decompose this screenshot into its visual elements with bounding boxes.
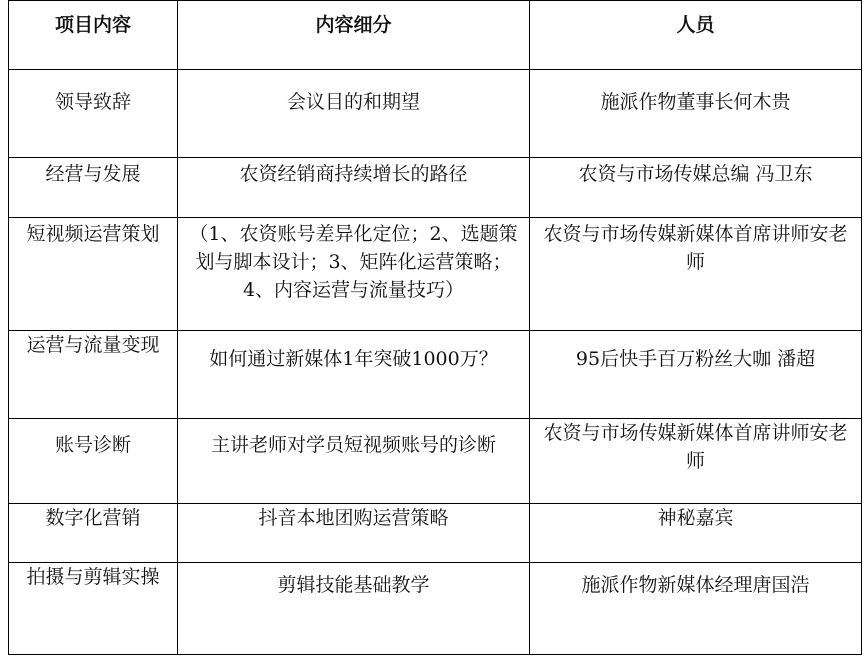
cell-item: 领导致辞	[9, 70, 178, 158]
table-row	[9, 70, 862, 158]
cell-item: 账号诊断	[9, 419, 178, 504]
table-row	[9, 563, 862, 655]
cell-item: 运营与流量变现	[9, 331, 178, 419]
agenda-table	[8, 0, 862, 655]
cell-detail: 会议目的和期望	[178, 70, 530, 158]
header-detail: 内容细分	[178, 1, 530, 70]
cell-detail: （1、农资账号差异化定位；2、选题策划与脚本设计；3、矩阵化运营策略；4、内容运营与流量技巧）	[178, 218, 530, 331]
table-row	[9, 218, 862, 331]
cell-item: 经营与发展	[9, 158, 178, 218]
cell-person: 施派作物董事长何木贵	[530, 70, 862, 158]
cell-detail: 抖音本地团购运营策略	[178, 504, 530, 563]
cell-person: 施派作物新媒体经理唐国浩	[530, 563, 862, 655]
cell-detail: 主讲老师对学员短视频账号的诊断	[178, 419, 530, 504]
header-item: 项目内容	[9, 1, 178, 70]
cell-detail: 如何通过新媒体1年突破1000万？	[178, 331, 530, 419]
cell-person: 农资与市场传媒新媒体首席讲师安老师	[530, 419, 862, 504]
cell-item: 数字化营销	[9, 504, 178, 563]
cell-person: 95后快手百万粉丝大咖 潘超	[530, 331, 862, 419]
table-row	[9, 331, 862, 419]
table-row	[9, 504, 862, 563]
cell-person: 农资与市场传媒新媒体首席讲师安老师	[530, 218, 862, 331]
table-row	[9, 419, 862, 504]
cell-person: 神秘嘉宾	[530, 504, 862, 563]
cell-detail: 剪辑技能基础教学	[178, 563, 530, 655]
header-person: 人员	[530, 1, 862, 70]
cell-item: 短视频运营策划	[9, 218, 178, 331]
cell-item: 拍摄与剪辑实操	[9, 563, 178, 655]
table-header-row	[9, 1, 862, 70]
cell-person: 农资与市场传媒总编 冯卫东	[530, 158, 862, 218]
cell-detail: 农资经销商持续增长的路径	[178, 158, 530, 218]
table-row	[9, 158, 862, 218]
